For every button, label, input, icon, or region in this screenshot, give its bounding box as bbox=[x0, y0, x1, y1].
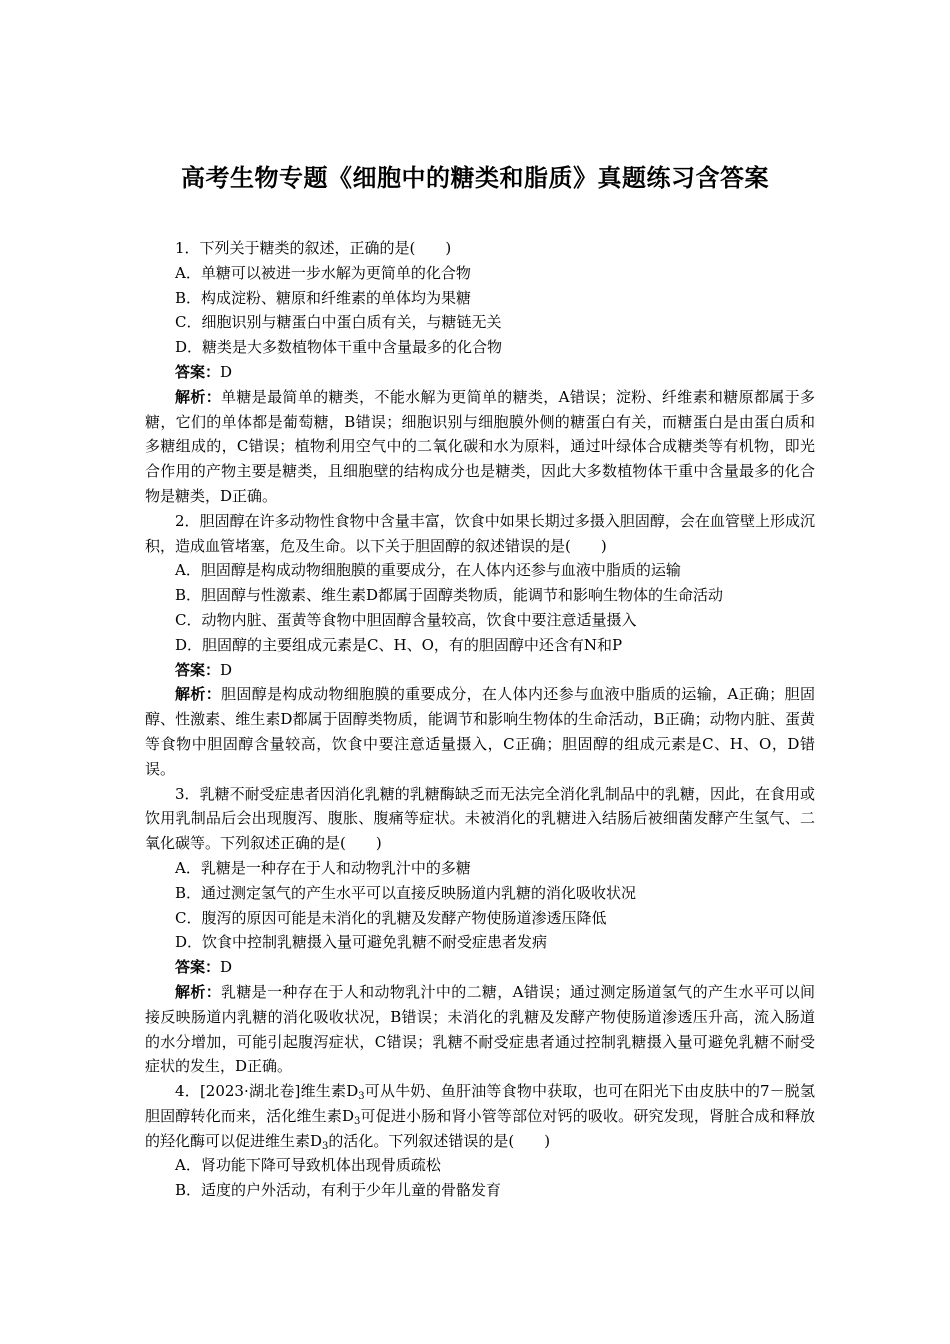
question-2-answer bbox=[145, 658, 815, 683]
question-4-option-b: B．适度的户外活动，有利于少年儿童的骨骼发育 bbox=[175, 1181, 502, 1200]
analysis-text: 单糖是最简单的糖类，不能水解为更简单的糖类，A错误；淀粉、纤维素和糖原都属于多糖，它们的单体都是葡萄糖，B错误；细胞识别与细胞膜外侧的糖蛋白有关，而糖蛋白是由蛋白质和多糖组成的，C错误；植物利用空气中的二氧化碳和水为原料，通过叶绿体合成糖类等有机物，即光合作用的产物主要是糖类，且细胞壁的结构成分也是糖类，因此大多数植物体干重中含量最多的化合物是糖类，D正确。 bbox=[145, 387, 815, 505]
question-3-answer bbox=[145, 955, 815, 980]
question-2-option-c: C．动物内脏、蛋黄等食物中胆固醇含量较高，饮食中要注意适量摄入 bbox=[175, 610, 637, 629]
question-1-answer bbox=[145, 360, 815, 385]
question-2-stem: 2．胆固醇在许多动物性食物中含量丰富，饮食中如果长期过多摄入胆固醇，会在血管壁上形成沉积，造成血管堵塞，危及生命。以下关于胆固醇的叙述错误的是( ) bbox=[145, 511, 815, 555]
stem-text: 可从牛奶、鱼肝油等食物中获取，也可在阳光下由皮肤中的7－脱氢胆固醇转化而来，活化维生素D bbox=[145, 1082, 816, 1125]
question-1-option-d: D．糖类是大多数植物体干重中含量最多的化合物 bbox=[175, 338, 503, 357]
answer-value: D bbox=[220, 958, 233, 977]
answer-value: D bbox=[220, 660, 233, 679]
analysis-label: 解析： bbox=[175, 982, 222, 1001]
question-3-option-d: D．饮食中控制乳糖摄入量可避免乳糖不耐受症患者发病 bbox=[175, 933, 548, 952]
answer-value: D bbox=[220, 362, 233, 381]
question-1-option-c: C．细胞识别与糖蛋白中蛋白质有关，与糖链无关 bbox=[175, 313, 502, 332]
answer-label: 答案： bbox=[175, 958, 221, 977]
question-2-option-a: A．胆固醇是构成动物细胞膜的重要成分，在人体内还参与血液中脂质的运输 bbox=[175, 561, 681, 580]
stem-text: 4．[2023·湖北卷]维生素D bbox=[175, 1082, 359, 1101]
question-1-stem: 1．下列关于糖类的叙述，正确的是( ) bbox=[175, 239, 452, 257]
question-3-option-b: B．通过测定氢气的产生水平可以直接反映肠道内乳糖的消化吸收状况 bbox=[175, 883, 637, 902]
analysis-label: 解析： bbox=[175, 387, 222, 406]
question-1-analysis bbox=[145, 385, 815, 509]
answer-label: 答案： bbox=[175, 660, 221, 679]
stem-text: 的活化。下列叙述错误的是( ) bbox=[328, 1131, 551, 1150]
analysis-text: 乳糖是一种存在于人和动物乳汁中的二糖，A错误；通过测定肠道氢气的产生水平可以间接反映肠道内乳糖的消化吸收状况，B错误；未消化的乳糖及发酵产物使肠道渗透压升高，流入肠道的水分增加，可能引起腹泻症状，C错误；乳糖不耐受症患者通过控制乳糖摄入量可避免乳糖不耐受症状的发生，D正确。 bbox=[145, 982, 815, 1076]
analysis-text: 胆固醇是构成动物细胞膜的重要成分，在人体内还参与血液中脂质的运输，A正确；胆固醇、性激素、维生素D都属于固醇类物质，能调节和影响生物体的生命活动，B正确；动物内脏、蛋黄等食物中胆固醇含量较高，饮食中要注意适量摄入，C正确；胆固醇的组成元素是C、H、O，D错误。 bbox=[145, 685, 815, 778]
subscript: 3 bbox=[354, 1115, 361, 1127]
question-3-option-a: A．乳糖是一种存在于人和动物乳汁中的多糖 bbox=[175, 858, 471, 877]
question-4-stem bbox=[145, 1079, 815, 1153]
question-4-option-a: A．肾功能下降可导致机体出现骨质疏松 bbox=[175, 1156, 441, 1175]
question-3-analysis bbox=[145, 980, 815, 1079]
question-3-option-c: C．腹泻的原因可能是未消化的乳糖及发酵产物使肠道渗透压降低 bbox=[175, 908, 607, 927]
question-3-stem: 3．乳糖不耐受症患者因消化乳糖的乳糖酶缺乏而无法完全消化乳制品中的乳糖，因此，在食用或饮用乳制品后会出现腹泻、腹胀、腹痛等症状。未被消化的乳糖进入结肠后被细菌发酵产生氢气、二氧化碳等。下列叙述正确的是( ) bbox=[145, 784, 815, 853]
stem-text: 可促进小肠和肾小管等部位对钙的吸收。研究发现，肾脏合成和释放的羟化酶可以促进维生素D bbox=[145, 1106, 815, 1150]
subscript: 3 bbox=[358, 1091, 365, 1103]
document-body bbox=[145, 236, 815, 1203]
question-2-analysis bbox=[145, 682, 815, 781]
analysis-label: 解析： bbox=[175, 685, 222, 704]
document-title: 高考生物专题《细胞中的糖类和脂质》真题练习含答案 bbox=[181, 164, 769, 192]
question-2-option-d: D．胆固醇的主要组成元素是C、H、O，有的胆固醇中还含有N和P bbox=[175, 635, 623, 654]
question-1-option-a: A．单糖可以被进一步水解为更简单的化合物 bbox=[175, 263, 471, 282]
subscript: 3 bbox=[322, 1140, 329, 1152]
question-1-option-b: B．构成淀粉、糖原和纤维素的单体均为果糖 bbox=[175, 288, 472, 307]
answer-label: 答案： bbox=[175, 362, 221, 381]
question-2-option-b: B．胆固醇与性激素、维生素D都属于固醇类物质，能调节和影响生物体的生命活动 bbox=[175, 586, 724, 605]
